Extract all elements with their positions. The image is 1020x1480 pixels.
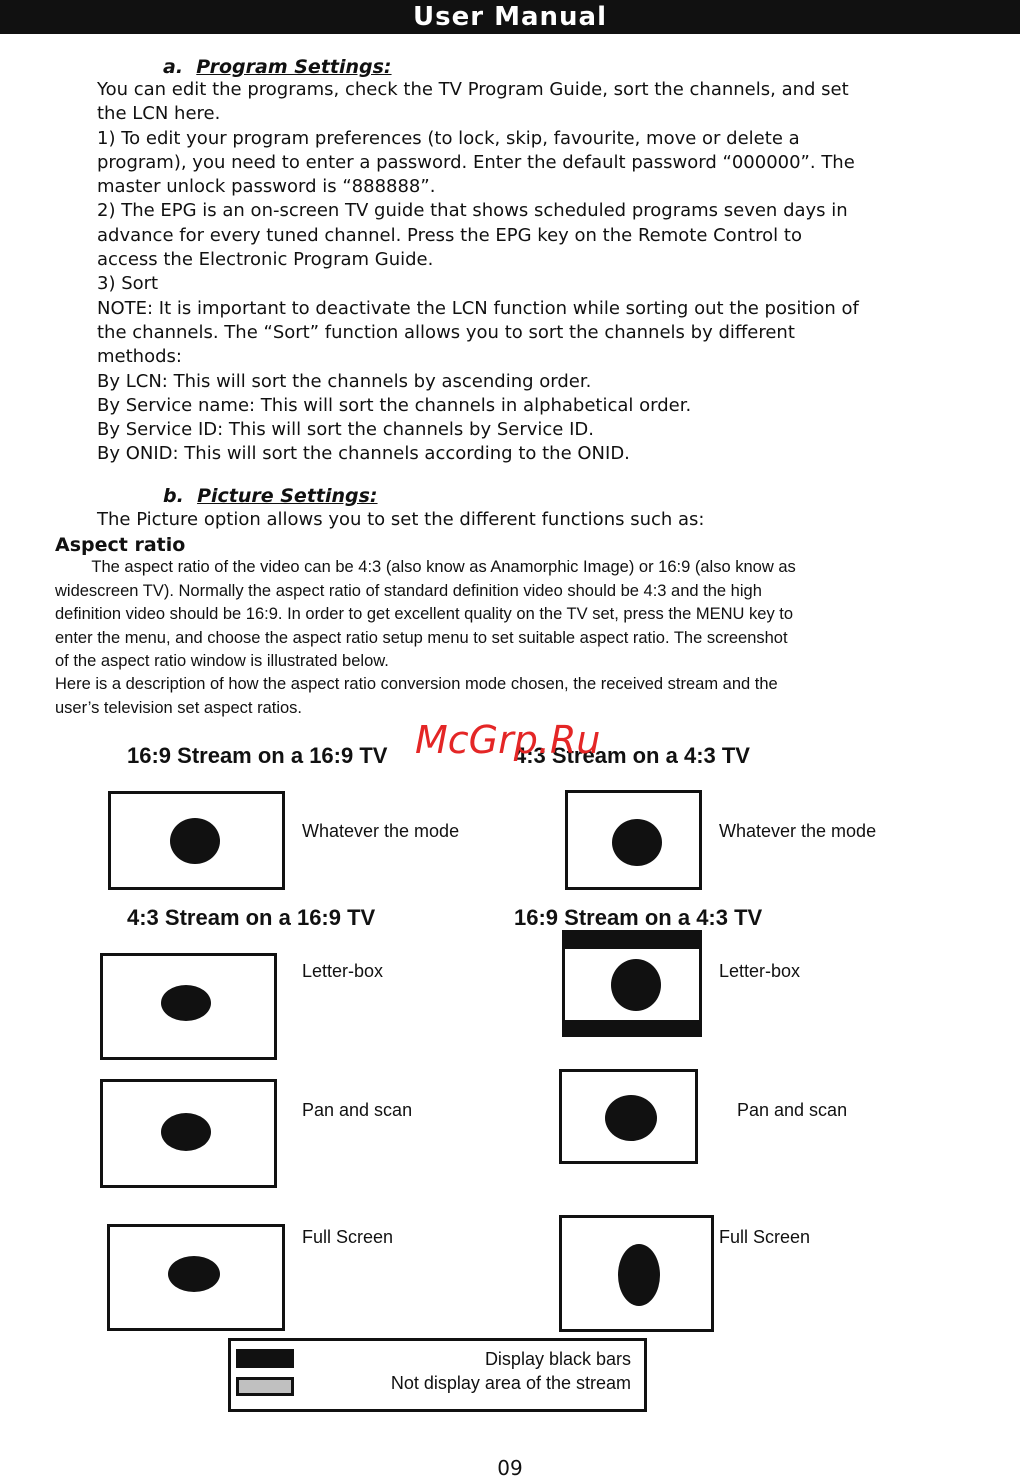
- tv-screen-169-on-169: [108, 791, 285, 890]
- label-full-left: Full Screen: [302, 1227, 394, 1247]
- label-letterbox-right: Letter-box: [719, 961, 801, 981]
- picture-ellipse: [161, 985, 211, 1021]
- program-line: 2) The EPG is an on-screen TV guide that shows scheduled programs seven days in: [97, 200, 848, 222]
- picture-ellipse: [618, 1244, 660, 1306]
- para-line: enter the menu, and choose the aspect ratio setup menu to set suitable aspect ratio. The screenshot: [55, 628, 788, 647]
- heading-169-on-169: 16:9 Stream on a 16:9 TV: [127, 743, 388, 768]
- program-line: By LCN: This will sort the channels by ascending order.: [97, 370, 592, 392]
- label-panscan-right: Pan and scan: [737, 1100, 848, 1120]
- program-line: By Service ID: This will sort the channels by Service ID.: [97, 419, 594, 441]
- program-line: 1) To edit your program preferences (to lock, skip, favourite, move or delete a: [97, 127, 800, 149]
- page-number: 09: [497, 1456, 523, 1480]
- black-bar-bottom: [565, 1023, 699, 1034]
- tv-screen-43-on-169-panscan: [100, 1079, 277, 1188]
- label-panscan-left: Pan and scan: [302, 1100, 413, 1120]
- para-line: of the aspect ratio window is illustrated below.: [55, 652, 389, 670]
- program-line: master unlock password is “888888”.: [97, 176, 436, 198]
- picture-ellipse: [612, 819, 662, 866]
- para-line: widescreen TV). Normally the aspect ratio of standard definition video should be 4:3 and the high: [55, 581, 762, 600]
- bar-divider: [565, 1020, 699, 1023]
- picture-ellipse: [611, 959, 661, 1011]
- label-whatever-right: Whatever the mode: [719, 821, 877, 841]
- bar-divider: [565, 946, 699, 949]
- black-bar-top: [565, 933, 699, 946]
- picture-ellipse: [170, 818, 220, 864]
- program-settings-prefix: a.: [163, 56, 184, 78]
- tv-screen-43-on-169-letterbox: [100, 953, 277, 1060]
- legend-black-bars: Display black bars: [484, 1349, 631, 1369]
- tv-screen-43-on-43: [565, 790, 702, 890]
- watermark: McGrp.Ru: [415, 718, 601, 762]
- program-line: advance for every tuned channel. Press the EPG key on the Remote Control to: [97, 224, 802, 246]
- para-line: definition video should be 16:9. In order to get excellent quality on the TV set, press the MENU key to: [55, 605, 794, 623]
- picture-settings-title: [163, 484, 378, 508]
- tv-screen-169-on-43-fullscreen: [559, 1215, 714, 1332]
- legend: [228, 1338, 647, 1412]
- program-line: the channels. The “Sort” function allows you to sort the channels by different: [97, 321, 795, 343]
- label-letterbox-left: Letter-box: [302, 961, 384, 981]
- page-header: User Manual: [0, 0, 1020, 34]
- legend-swatch-black: [236, 1349, 294, 1368]
- picture-ellipse: [605, 1095, 657, 1141]
- program-line: access the Electronic Program Guide.: [97, 249, 434, 271]
- tv-screen-43-on-169-fullscreen: [107, 1224, 285, 1331]
- aspect-paragraph-2: [55, 673, 970, 720]
- program-settings-title: [163, 55, 392, 79]
- legend-not-display: Not display area of the stream: [390, 1373, 631, 1393]
- program-settings-heading: Program Settings:: [196, 56, 392, 78]
- program-line: By Service name: This will sort the channels in alphabetical order.: [97, 394, 692, 416]
- tv-screen-169-on-43-panscan: [559, 1069, 698, 1164]
- program-line: the LCN here.: [97, 103, 221, 125]
- aspect-paragraph-1: [55, 556, 970, 674]
- legend-swatch-grey: [236, 1377, 294, 1396]
- picture-ellipse: [161, 1113, 211, 1151]
- picture-ellipse: [168, 1256, 220, 1292]
- program-line: program), you need to enter a password. Enter the default password “000000”. The: [97, 151, 855, 173]
- picture-settings-prefix: b.: [163, 485, 184, 507]
- para-line: user’s television set aspect ratios.: [55, 698, 303, 717]
- label-full-right: Full Screen: [719, 1227, 811, 1247]
- program-line: By ONID: This will sort the channels according to the ONID.: [97, 443, 630, 465]
- tv-screen-169-on-43-letterbox: [562, 930, 702, 1037]
- para-line: Here is a description of how the aspect ratio conversion mode chosen, the received stream and the: [55, 675, 778, 693]
- program-line: 3) Sort: [97, 273, 159, 295]
- aspect-ratio-heading: Aspect ratio: [55, 534, 186, 556]
- heading-43-on-43: 4:3 Stream on a 4:3 TV: [514, 743, 750, 768]
- program-line: NOTE: It is important to deactivate the LCN function while sorting out the position of: [97, 297, 859, 319]
- program-line: methods:: [97, 346, 182, 368]
- label-whatever-left: Whatever the mode: [302, 821, 460, 841]
- picture-intro-text: The Picture option allows you to set the different functions such as:: [97, 509, 705, 530]
- para-line: The aspect ratio of the video can be 4:3 (also know as Anamorphic Image) or 16:9 (also know as: [55, 558, 796, 576]
- picture-intro: [97, 508, 987, 532]
- program-line: You can edit the programs, check the TV Program Guide, sort the channels, and set: [97, 79, 849, 100]
- program-settings-body: [97, 78, 987, 467]
- picture-settings-heading: Picture Settings:: [197, 485, 378, 507]
- heading-43-on-169: 4:3 Stream on a 16:9 TV: [127, 905, 376, 930]
- heading-169-on-43: 16:9 Stream on a 4:3 TV: [514, 905, 763, 930]
